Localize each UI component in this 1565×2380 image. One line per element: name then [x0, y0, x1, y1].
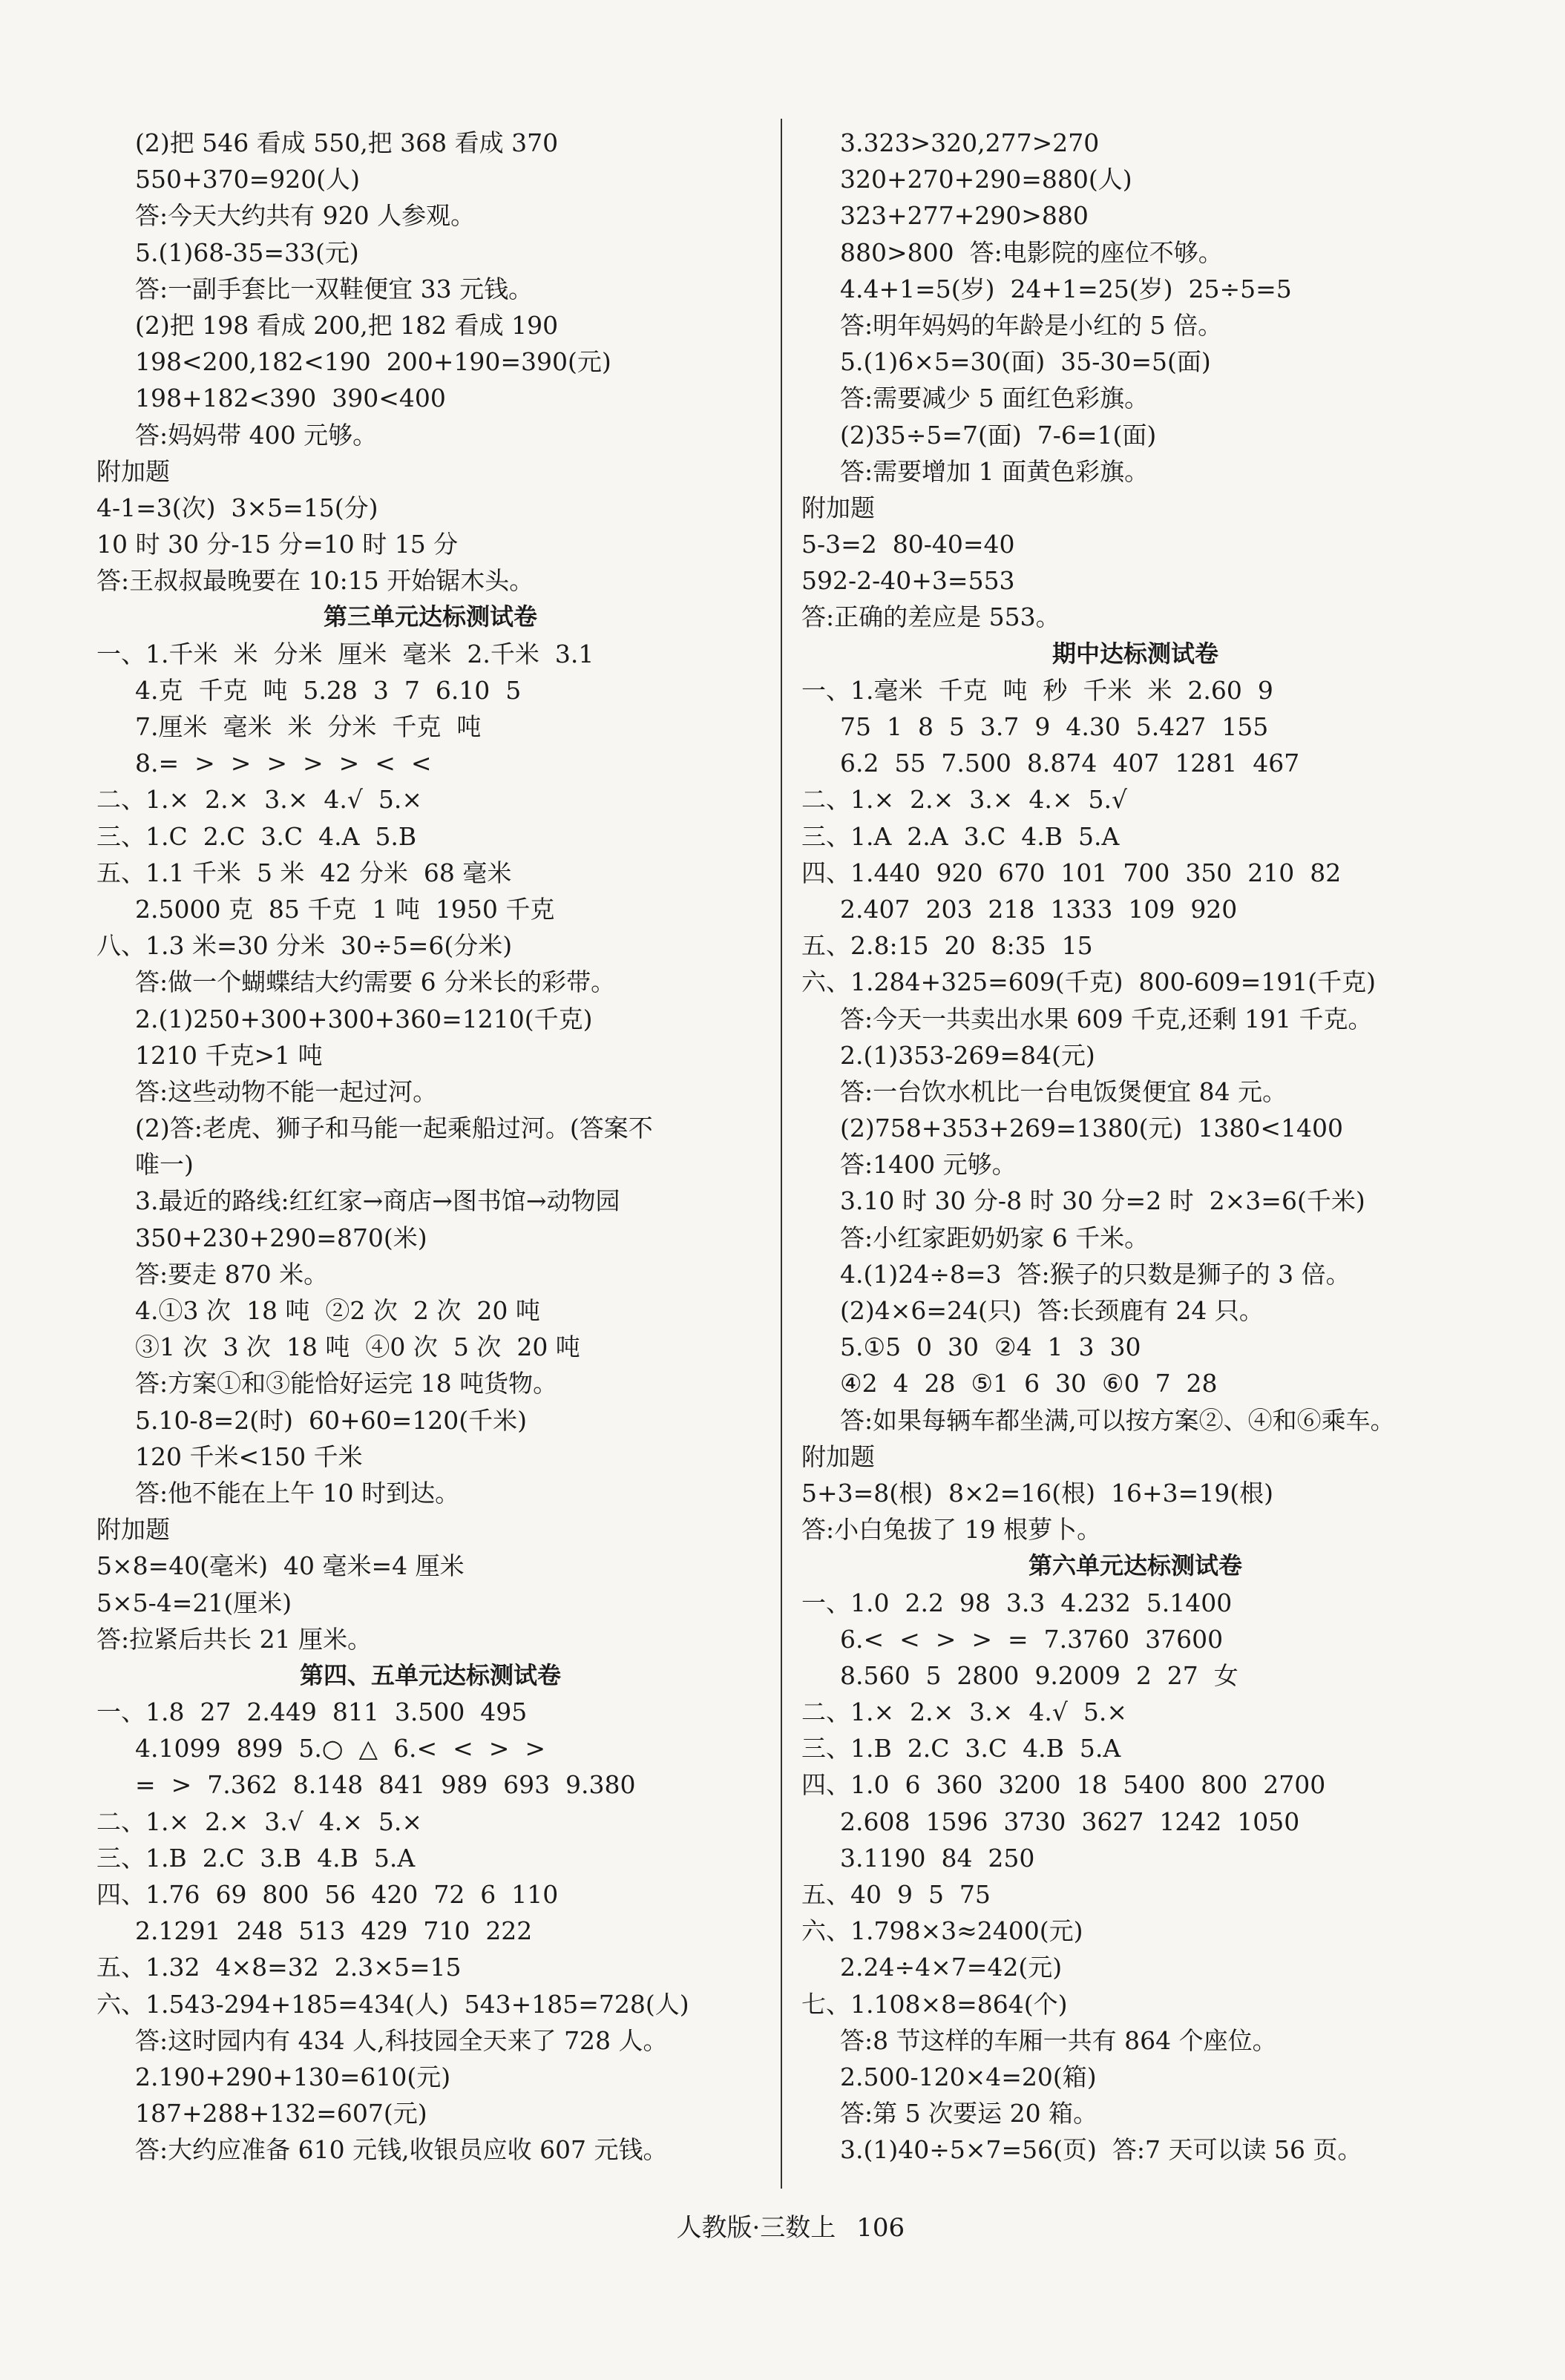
- answer-line: 一、1.千米 米 分米 厘米 毫米 2.千米 3.1: [96, 639, 594, 668]
- divider-line: [781, 119, 782, 2189]
- answer-line: 答:大约应准备 610 元钱,收银员应收 607 元钱。: [135, 2135, 668, 2165]
- answer-line: 5-3=2 80-40=40: [801, 530, 1015, 559]
- answer-line: 10 时 30 分-15 分=10 时 15 分: [96, 530, 459, 559]
- answer-line: (2)4×6=24(只) 答:长颈鹿有 24 只。: [840, 1296, 1264, 1325]
- answer-line: 320+270+290=880(人): [840, 165, 1132, 194]
- answer-line: 4.4+1=5(岁) 24+1=25(岁) 25÷5=5: [840, 274, 1292, 303]
- answer-line: 5×5-4=21(厘米): [96, 1588, 292, 1617]
- answer-line: 二、1.× 2.× 3.× 4.√ 5.×: [801, 1697, 1127, 1727]
- answer-line: 3.(1)40÷5×7=56(页) 答:7 天可以读 56 页。: [840, 2135, 1362, 2165]
- section-title: 第三单元达标测试卷: [323, 602, 537, 631]
- answer-line: 唯一): [135, 1150, 194, 1180]
- section-title: 期中达标测试卷: [1051, 639, 1218, 668]
- answer-line: 五、1.1 千米 5 米 42 分米 68 毫米: [96, 858, 512, 887]
- answer-line: 四、1.0 6 360 3200 18 5400 800 2700: [801, 1770, 1326, 1800]
- answer-line: ③1 次 3 次 18 吨 ④0 次 5 次 20 吨: [135, 1332, 580, 1362]
- answer-line: 2.1291 248 513 429 710 222: [135, 1916, 533, 1946]
- answer-line: 答:8 节这样的车厢一共有 864 个座位。: [840, 2025, 1277, 2055]
- answer-line: 5.10-8=2(时) 60+60=120(千米): [135, 1405, 528, 1435]
- answer-line: 六、1.284+325=609(千克) 800-609=191(千克): [801, 967, 1376, 997]
- answer-line: 五、2.8:15 20 8:35 15: [801, 931, 1093, 961]
- answer-line: 答:小白兔拔了 19 根萝卜。: [801, 1515, 1102, 1545]
- page-number: 106: [856, 2213, 905, 2243]
- answer-line: (2)把 546 看成 550,把 368 看成 370: [135, 128, 559, 157]
- answer-line: 答:正确的差应是 553。: [801, 602, 1060, 632]
- answer-line: (2)答:老虎、狮子和马能一起乘船过河。(答案不: [135, 1114, 653, 1143]
- answer-line: (2)把 198 看成 200,把 182 看成 190: [135, 310, 559, 340]
- answer-line: 120 千米<150 千米: [135, 1442, 363, 1471]
- answer-line: (2)35÷5=7(面) 7-6=1(面): [840, 420, 1157, 450]
- answer-line: 2.608 1596 3730 3627 1242 1050: [840, 1807, 1300, 1836]
- answer-line: 二、1.× 2.× 3.× 4.√ 5.×: [96, 785, 422, 815]
- answer-line: 三、1.B 2.C 3.C 4.B 5.A: [801, 1734, 1121, 1763]
- answer-line: 附加题: [801, 493, 875, 522]
- answer-line: 198+182<390 390<400: [135, 384, 446, 413]
- answer-line: 4.克 千克 吨 5.28 3 7 6.10 5: [135, 675, 522, 705]
- answer-line: 二、1.× 2.× 3.× 4.× 5.√: [801, 785, 1127, 815]
- answer-line: 答:一副手套比一双鞋便宜 33 元钱。: [135, 274, 534, 303]
- answer-line: 答:如果每辆车都坐满,可以按方案②、④和⑥乘车。: [840, 1405, 1395, 1435]
- answer-line: 3.1190 84 250: [840, 1843, 1035, 1873]
- answer-line: 6.< < > > = 7.3760 37600: [840, 1624, 1224, 1654]
- answer-line: 8.= > > > > > < <: [135, 749, 432, 778]
- answer-line: 1210 千克>1 吨: [135, 1040, 323, 1070]
- answer-line: 五、1.32 4×8=32 2.3×5=15: [96, 1953, 462, 1982]
- answer-line: 答:这些动物不能一起过河。: [135, 1076, 438, 1106]
- answer-line: 答:方案①和③能恰好运完 18 吨货物。: [135, 1369, 558, 1398]
- answer-line: 一、1.毫米 千克 吨 秒 千米 米 2.60 9: [801, 675, 1273, 705]
- answer-line: ④2 4 28 ⑤1 6 30 ⑥0 7 28: [840, 1369, 1218, 1398]
- answer-line: 附加题: [96, 456, 170, 486]
- section-title: 第六单元达标测试卷: [1028, 1551, 1242, 1580]
- answer-line: 5×8=40(毫米) 40 毫米=4 厘米: [96, 1551, 465, 1581]
- answer-line: 答:明年妈妈的年龄是小红的 5 倍。: [840, 310, 1223, 340]
- answer-line: 2.24÷4×7=42(元): [840, 1953, 1063, 1982]
- answer-line: 答:1400 元够。: [840, 1150, 1017, 1180]
- answer-line: 六、1.798×3≈2400(元): [801, 1916, 1083, 1946]
- answer-line: (2)758+353+269=1380(元) 1380<1400: [840, 1114, 1343, 1143]
- answer-line: 一、1.8 27 2.449 811 3.500 495: [96, 1697, 528, 1727]
- answer-line: 7.厘米 毫米 米 分米 千克 吨: [135, 712, 482, 741]
- answer-line: 4.①3 次 18 吨 ②2 次 2 次 20 吨: [135, 1296, 540, 1325]
- answer-line: 七、1.108×8=864(个): [801, 1989, 1068, 2019]
- answer-line: 附加题: [801, 1442, 875, 1471]
- answer-line: 二、1.× 2.× 3.√ 4.× 5.×: [96, 1807, 422, 1836]
- answer-line: 答:需要增加 1 面黄色彩旗。: [840, 456, 1149, 486]
- answer-line: = > 7.362 8.148 841 989 693 9.380: [135, 1770, 636, 1800]
- answer-line: 四、1.76 69 800 56 420 72 6 110: [96, 1880, 559, 1909]
- answer-line: 答:今天大约共有 920 人参观。: [135, 201, 476, 231]
- answer-line: 2.407 203 218 1333 109 920: [840, 894, 1238, 924]
- answer-line: 6.2 55 7.500 8.874 407 1281 467: [840, 749, 1300, 778]
- answer-line: 323+277+290>880: [840, 201, 1089, 231]
- answer-line: 198<200,182<190 200+190=390(元): [135, 347, 611, 377]
- answer-line: 附加题: [96, 1515, 170, 1545]
- answer-line: 答:妈妈带 400 元够。: [135, 420, 378, 450]
- answer-line: 880>800 答:电影院的座位不够。: [840, 237, 1223, 267]
- answer-line: 4.1099 899 5.○ △ 6.< < > >: [135, 1734, 546, 1763]
- answer-line: 2.190+290+130=610(元): [135, 2062, 451, 2091]
- answer-line: 5.(1)6×5=30(面) 35-30=5(面): [840, 347, 1211, 377]
- answer-line: 四、1.440 920 670 101 700 350 210 82: [801, 858, 1342, 887]
- answer-line: 三、1.C 2.C 3.C 4.A 5.B: [96, 821, 417, 851]
- answer-line: 五、40 9 5 75: [801, 1880, 991, 1909]
- answer-line: 8.560 5 2800 9.2009 2 27 女: [840, 1660, 1238, 1690]
- edition-label: 人教版·三数上: [676, 2213, 836, 2243]
- answer-line: 答:他不能在上午 10 时到达。: [135, 1478, 460, 1508]
- answer-line: 4.(1)24÷8=3 答:猴子的只数是狮子的 3 倍。: [840, 1259, 1351, 1289]
- answer-line: 答:一台饮水机比一台电饭煲便宜 84 元。: [840, 1076, 1287, 1106]
- answer-line: 2.5000 克 85 千克 1 吨 1950 千克: [135, 894, 555, 924]
- answer-line: 350+230+290=870(米): [135, 1223, 427, 1252]
- answer-line: 592-2-40+3=553: [801, 566, 1015, 596]
- answer-line: 5+3=8(根) 8×2=16(根) 16+3=19(根): [801, 1478, 1274, 1508]
- answer-line: 答:王叔叔最晚要在 10:15 开始锯木头。: [96, 566, 534, 596]
- answer-line: 3.10 时 30 分-8 时 30 分=2 时 2×3=6(千米): [840, 1186, 1365, 1216]
- answer-line: 八、1.3 米=30 分米 30÷5=6(分米): [96, 931, 513, 961]
- left-column: [96, 125, 764, 2169]
- answer-line: 答:今天一共卖出水果 609 千克,还剩 191 千克。: [840, 1004, 1373, 1033]
- answer-line: 答:这时园内有 434 人,科技园全天来了 728 人。: [135, 2025, 668, 2055]
- answer-line: 答:需要减少 5 面红色彩旗。: [840, 384, 1149, 413]
- answer-line: 2.(1)353-269=84(元): [840, 1040, 1095, 1070]
- answer-line: 答:第 5 次要运 20 箱。: [840, 2099, 1098, 2128]
- answer-line: 答:拉紧后共长 21 厘米。: [96, 1624, 373, 1654]
- answer-line: 2.500-120×4=20(箱): [840, 2062, 1097, 2091]
- answer-line: 三、1.A 2.A 3.C 4.B 5.A: [801, 821, 1120, 851]
- answer-line: 答:要走 870 米。: [135, 1259, 329, 1289]
- answer-line: 5.①5 0 30 ②4 1 3 30: [840, 1332, 1141, 1362]
- answer-line: 一、1.0 2.2 98 3.3 4.232 5.1400: [801, 1588, 1233, 1617]
- answer-line: 2.(1)250+300+300+360=1210(千克): [135, 1004, 593, 1033]
- answer-line: 75 1 8 5 3.7 9 4.30 5.427 155: [840, 712, 1269, 741]
- page-footer: [0, 2177, 1565, 2243]
- answer-line: 550+370=920(人): [135, 165, 361, 194]
- section-title: 第四、五单元达标测试卷: [299, 1660, 561, 1689]
- answer-line: 5.(1)68-35=33(元): [135, 237, 359, 267]
- answer-line: 答:小红家距奶奶家 6 千米。: [840, 1223, 1149, 1252]
- answer-line: 4-1=3(次) 3×5=15(分): [96, 493, 378, 522]
- answer-line: 3.323>320,277>270: [840, 128, 1100, 157]
- right-column: [801, 125, 1529, 2169]
- answer-line: 三、1.B 2.C 3.B 4.B 5.A: [96, 1843, 416, 1873]
- answer-line: 187+288+132=607(元): [135, 2099, 427, 2128]
- answer-line: 3.最近的路线:红红家→商店→图书馆→动物园: [135, 1186, 620, 1216]
- answer-line: 六、1.543-294+185=434(人) 543+185=728(人): [96, 1989, 689, 2019]
- answer-line: 答:做一个蝴蝶结大约需要 6 分米长的彩带。: [135, 967, 616, 997]
